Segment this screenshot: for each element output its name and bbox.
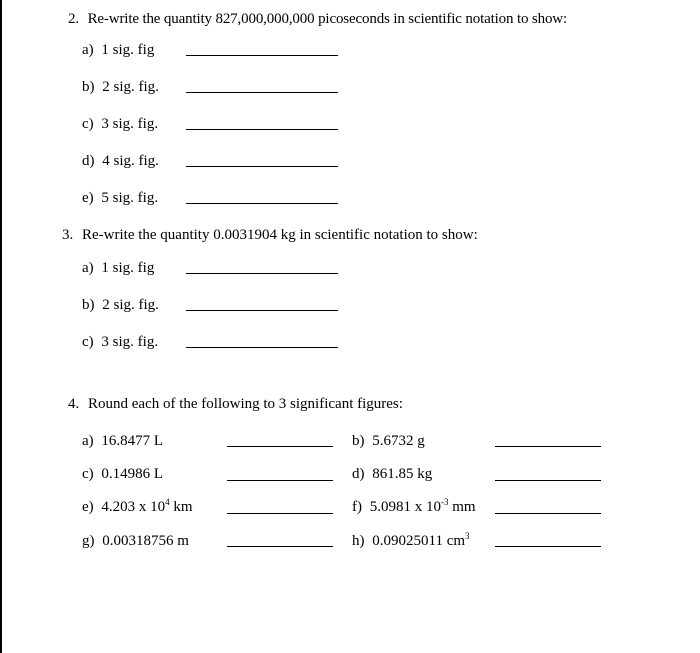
item-value: 5.0981 x 10 — [369, 499, 441, 515]
item-label: 2 sig. fig. — [102, 297, 159, 313]
q4-answer-blank-g[interactable] — [227, 546, 333, 547]
question-4-number: 4. — [68, 396, 80, 412]
question-2-text: Re-write the quantity 827,000,000,000 picoseconds in scientific notation to show: — [87, 11, 567, 27]
item-letter: b) — [82, 79, 95, 95]
q4-item-e — [82, 499, 193, 516]
item-letter: d) — [82, 153, 95, 169]
question-3-number: 3. — [62, 227, 74, 243]
item-letter: c) — [82, 466, 94, 482]
q2-item-b — [82, 79, 159, 96]
item-exponent: 3 — [465, 531, 470, 541]
q2-item-e — [82, 190, 158, 207]
item-letter: a) — [82, 42, 94, 58]
question-3 — [62, 227, 478, 244]
q4-answer-blank-e[interactable] — [227, 513, 333, 514]
q3-answer-blank-b[interactable] — [186, 310, 338, 311]
item-value: 0.00318756 m — [102, 533, 189, 549]
q4-answer-blank-c[interactable] — [227, 480, 333, 481]
q2-answer-blank-a[interactable] — [186, 55, 338, 56]
item-letter: a) — [82, 433, 94, 449]
question-2-number: 2. — [68, 11, 79, 27]
item-unit: mm — [448, 499, 476, 515]
item-letter: e) — [82, 499, 94, 515]
question-4-text: Round each of the following to 3 significant figures: — [88, 396, 403, 412]
item-label: 1 sig. fig — [101, 260, 155, 276]
item-label: 3 sig. fig. — [101, 116, 159, 132]
page-left-border — [0, 0, 2, 653]
item-letter: a) — [82, 260, 94, 276]
item-value: 0.14986 L — [101, 466, 164, 482]
item-exponent: -3 — [441, 497, 449, 507]
question-2 — [68, 11, 567, 28]
q4-answer-blank-b[interactable] — [495, 446, 601, 447]
item-letter: g) — [82, 533, 95, 549]
q2-item-c — [82, 116, 158, 133]
q4-item-f — [352, 499, 476, 516]
item-letter: c) — [82, 116, 94, 132]
item-label: 3 sig. fig. — [101, 334, 159, 350]
q2-answer-blank-b[interactable] — [186, 92, 338, 93]
q4-answer-blank-f[interactable] — [495, 513, 601, 514]
q3-answer-blank-c[interactable] — [186, 347, 338, 348]
item-value: 16.8477 L — [101, 433, 164, 449]
q4-answer-blank-h[interactable] — [495, 546, 601, 547]
item-letter: h) — [352, 533, 365, 549]
q2-answer-blank-d[interactable] — [186, 166, 338, 167]
item-label: 5 sig. fig. — [101, 190, 159, 206]
item-value: 5.6732 g — [372, 433, 425, 449]
question-3-text: Re-write the quantity 0.0031904 kg in scientific notation to show: — [82, 227, 478, 243]
q4-item-c — [82, 466, 163, 483]
q3-answer-blank-a[interactable] — [186, 273, 338, 274]
q4-answer-blank-d[interactable] — [495, 480, 601, 481]
item-value: 861.85 kg — [372, 466, 433, 482]
item-label: 4 sig. fig. — [102, 153, 159, 169]
item-letter: f) — [352, 499, 362, 515]
item-letter: e) — [82, 190, 94, 206]
item-label: 1 sig. fig — [101, 42, 155, 58]
q3-item-b — [82, 297, 159, 314]
item-unit: km — [169, 499, 193, 515]
q4-answer-blank-a[interactable] — [227, 446, 333, 447]
q4-item-a — [82, 433, 163, 450]
q2-item-d — [82, 153, 159, 170]
q2-answer-blank-e[interactable] — [186, 203, 338, 204]
q4-item-h — [352, 533, 470, 550]
q2-answer-blank-c[interactable] — [186, 129, 338, 130]
q4-item-d — [352, 466, 432, 483]
item-value: 0.09025011 cm — [372, 533, 466, 549]
item-exponent: 4 — [165, 497, 170, 507]
q3-item-c — [82, 334, 158, 351]
q3-item-a — [82, 260, 154, 277]
item-letter: d) — [352, 466, 365, 482]
q4-item-b — [352, 433, 425, 450]
item-value: 4.203 x 10 — [101, 499, 166, 515]
item-letter: b) — [352, 433, 365, 449]
item-label: 2 sig. fig. — [102, 79, 159, 95]
q4-item-g — [82, 533, 189, 550]
q2-item-a — [82, 42, 154, 59]
item-letter: c) — [82, 334, 94, 350]
item-letter: b) — [82, 297, 95, 313]
question-4 — [68, 396, 403, 413]
